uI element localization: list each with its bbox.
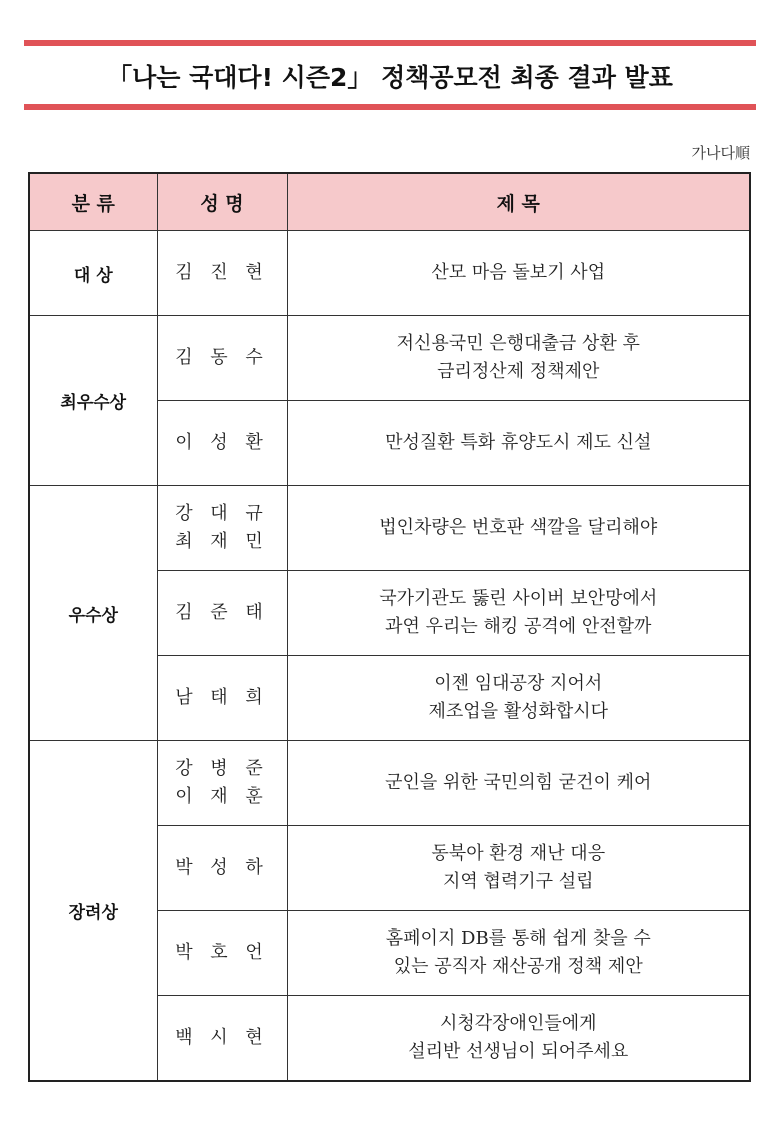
table-body (29, 231, 750, 1082)
participant-name: 이 재 훈 (175, 786, 269, 807)
participant-name: 박 성 하 (175, 857, 269, 878)
page-title: 「나는 국대다! 시즌2」 정책공모전 최종 결과 발표 (107, 63, 673, 92)
proposal-title-line: 제조업을 활성화합시다 (428, 701, 609, 722)
proposal-title (287, 231, 750, 316)
award-category: 최우수상 (29, 316, 157, 486)
proposal-title-line: 국가기관도 뚫린 사이버 보안망에서 (379, 588, 658, 609)
proposal-title-line: 동북아 환경 재난 대응 (431, 843, 606, 864)
award-category: 대 상 (29, 231, 157, 316)
participant-names (157, 401, 287, 486)
proposal-title-line: 저신용국민 은행대출금 상환 후 (396, 333, 640, 354)
results-table (28, 172, 751, 1082)
table-row (29, 231, 750, 316)
proposal-title-line: 만성질환 특화 휴양도시 제도 신설 (385, 432, 652, 453)
participant-name: 이 성 환 (175, 432, 269, 453)
proposal-title-line: 시청각장애인들에게 (440, 1013, 597, 1034)
sort-order-note: 가나다順 (691, 144, 750, 162)
table-row (29, 486, 750, 571)
proposal-title-line: 산모 마음 돌보기 사업 (431, 262, 606, 283)
proposal-title (287, 826, 750, 911)
proposal-title-line: 이젠 임대공장 지어서 (434, 673, 603, 694)
header-row (29, 173, 750, 231)
participant-names (157, 656, 287, 741)
participant-names (157, 231, 287, 316)
participant-name: 백 시 현 (175, 1027, 269, 1048)
top-red-rule (24, 40, 756, 46)
proposal-title (287, 486, 750, 571)
proposal-title-line: 군인을 위한 국민의힘 굳건이 케어 (385, 772, 652, 793)
participant-name: 강 대 규 (175, 503, 269, 524)
participant-name: 최 재 민 (175, 531, 269, 552)
column-header-category: 분 류 (29, 173, 157, 231)
column-header-name: 성 명 (157, 173, 287, 231)
participant-name: 김 동 수 (175, 347, 269, 368)
proposal-title-line: 법인차량은 번호판 색깔을 달리해야 (379, 517, 658, 538)
proposal-title (287, 911, 750, 996)
participant-names (157, 571, 287, 656)
participant-name: 김 준 태 (175, 602, 269, 623)
participant-names (157, 486, 287, 571)
award-category: 장려상 (29, 741, 157, 1082)
proposal-title (287, 571, 750, 656)
proposal-title (287, 996, 750, 1082)
participant-names (157, 996, 287, 1082)
proposal-title-line: 과연 우리는 해킹 공격에 안전할까 (385, 616, 652, 637)
proposal-title-line: 금리정산제 정책제안 (437, 361, 600, 382)
participant-name: 김 진 현 (175, 262, 269, 283)
column-header-title: 제 목 (287, 173, 750, 231)
table-header (29, 173, 750, 231)
participant-names (157, 826, 287, 911)
proposal-title-line: 홈페이지 DB를 통해 쉽게 찾을 수 (385, 928, 651, 949)
proposal-title (287, 316, 750, 401)
participant-name: 강 병 준 (175, 758, 269, 779)
participant-names (157, 316, 287, 401)
participant-names (157, 741, 287, 826)
table-row (29, 741, 750, 826)
bottom-red-rule (24, 104, 756, 110)
participant-name: 박 호 언 (175, 942, 269, 963)
award-category: 우수상 (29, 486, 157, 741)
proposal-title-line: 있는 공직자 재산공개 정책 제안 (393, 956, 643, 977)
proposal-title (287, 656, 750, 741)
participant-name: 남 태 희 (175, 687, 269, 708)
proposal-title-line: 설리반 선생님이 되어주세요 (408, 1041, 629, 1062)
participant-names (157, 911, 287, 996)
proposal-title (287, 401, 750, 486)
proposal-title-line: 지역 협력기구 설립 (442, 871, 594, 892)
table-row (29, 316, 750, 401)
proposal-title (287, 741, 750, 826)
